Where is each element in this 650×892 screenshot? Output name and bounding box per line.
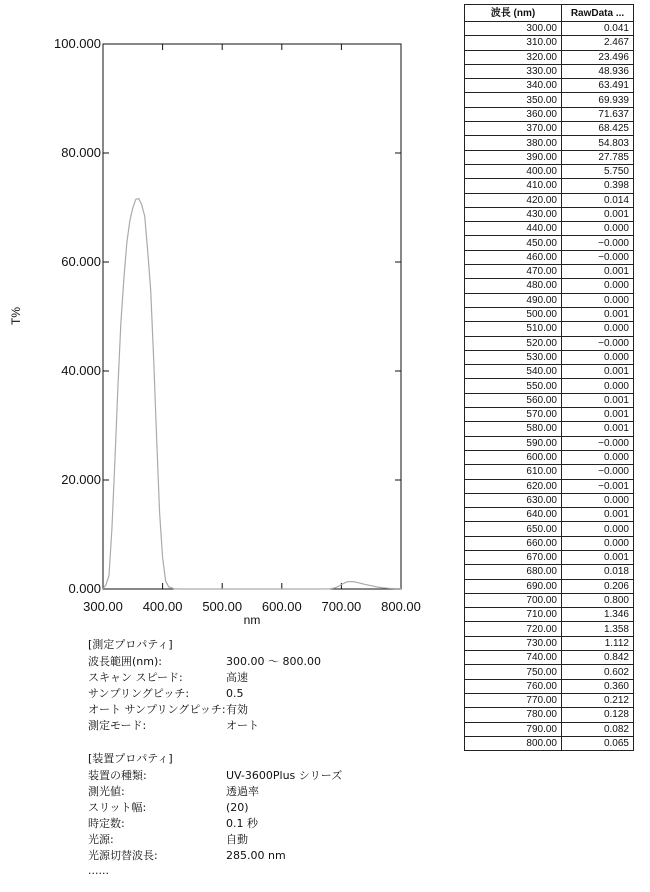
rawdata-cell: 48.936 — [562, 64, 634, 78]
wavelength-cell: 330.00 — [465, 64, 562, 78]
table-row — [465, 636, 634, 650]
wavelength-cell: 570.00 — [465, 408, 562, 422]
property-row — [88, 848, 342, 864]
property-value: オート — [226, 719, 259, 732]
rawdata-cell: 0.000 — [562, 493, 634, 507]
table-row — [465, 736, 634, 750]
wavelength-cell: 530.00 — [465, 350, 562, 364]
y-tick-label: 20.000 — [61, 472, 101, 487]
wavelength-cell: 630.00 — [465, 493, 562, 507]
table-row — [465, 164, 634, 178]
property-row — [88, 768, 342, 784]
table-row — [465, 179, 634, 193]
wavelength-cell: 480.00 — [465, 279, 562, 293]
measurement-properties-heading: [測定プロパティ] — [88, 638, 173, 651]
wavelength-cell: 300.00 — [465, 22, 562, 36]
rawdata-cell: 69.939 — [562, 93, 634, 107]
rawdata-cell: 63.491 — [562, 79, 634, 93]
rawdata-cell: 0.001 — [562, 408, 634, 422]
property-value: 0.1 秒 — [226, 817, 258, 830]
wavelength-cell: 370.00 — [465, 122, 562, 136]
table-row — [465, 150, 634, 164]
property-label: 装置の種類: — [88, 769, 147, 782]
property-row — [88, 832, 342, 848]
device-properties-heading: [装置プロパティ] — [88, 752, 173, 765]
rawdata-cell: 1.112 — [562, 636, 634, 650]
wavelength-cell: 450.00 — [465, 236, 562, 250]
table-row — [465, 22, 634, 36]
table-row — [465, 593, 634, 607]
wavelength-cell: 720.00 — [465, 622, 562, 636]
rawdata-cell: 0.082 — [562, 722, 634, 736]
column-header-wavelength[interactable]: 波長 (nm) — [465, 5, 562, 22]
table-row — [465, 608, 634, 622]
y-tick-label: 80.000 — [61, 145, 101, 160]
y-axis-title: T% — [9, 307, 23, 325]
property-value: 有効 — [226, 703, 248, 716]
property-value: 高速 — [226, 671, 248, 684]
rawdata-cell: 0.212 — [562, 693, 634, 707]
property-value: UV-3600Plus シリーズ — [226, 769, 343, 782]
wavelength-cell: 740.00 — [465, 651, 562, 665]
x-tick-label: 300.00 — [83, 599, 123, 614]
x-tick-label: 600.00 — [261, 599, 302, 614]
wavelength-cell: 610.00 — [465, 465, 562, 479]
wavelength-cell: 540.00 — [465, 365, 562, 379]
rawdata-cell: −0.000 — [562, 465, 634, 479]
properties-ellipsis: ...... — [88, 864, 109, 877]
wavelength-cell: 800.00 — [465, 736, 562, 750]
property-label: スリット幅: — [88, 801, 147, 814]
table-row — [465, 693, 634, 707]
plot-frame — [103, 44, 401, 589]
table-body — [465, 22, 634, 751]
table-row — [465, 350, 634, 364]
x-tick-label: 400.00 — [142, 599, 183, 614]
rawdata-cell: 68.425 — [562, 122, 634, 136]
raw-data-table — [464, 4, 634, 751]
property-row — [88, 654, 321, 670]
table-row — [465, 379, 634, 393]
table-row — [465, 422, 634, 436]
table-row — [465, 279, 634, 293]
wavelength-cell: 640.00 — [465, 508, 562, 522]
property-value: (20) — [226, 801, 249, 814]
table-row — [465, 336, 634, 350]
table-row — [465, 93, 634, 107]
wavelength-cell: 700.00 — [465, 593, 562, 607]
property-row — [88, 800, 342, 816]
rawdata-cell: 0.000 — [562, 379, 634, 393]
x-tick-label: 800.00 — [381, 599, 421, 614]
rawdata-cell: 0.000 — [562, 222, 634, 236]
table-row — [465, 307, 634, 321]
table-row — [465, 579, 634, 593]
property-row — [88, 670, 321, 686]
wavelength-cell: 440.00 — [465, 222, 562, 236]
table-header-row — [465, 5, 634, 22]
property-row — [88, 686, 321, 702]
table-row — [465, 50, 634, 64]
rawdata-cell: −0.000 — [562, 336, 634, 350]
property-label: 測定モード: — [88, 719, 147, 732]
table-row — [465, 479, 634, 493]
table-row — [465, 36, 634, 50]
wavelength-cell: 410.00 — [465, 179, 562, 193]
table-row — [465, 450, 634, 464]
table-row — [465, 207, 634, 221]
property-value: 0.5 — [226, 687, 244, 700]
rawdata-cell: 0.000 — [562, 350, 634, 364]
rawdata-cell: 54.803 — [562, 136, 634, 150]
rawdata-cell: 2.467 — [562, 36, 634, 50]
rawdata-cell: −0.000 — [562, 236, 634, 250]
x-axis-title: nm — [243, 613, 261, 627]
wavelength-cell: 750.00 — [465, 665, 562, 679]
rawdata-cell: 0.398 — [562, 179, 634, 193]
rawdata-cell: 0.000 — [562, 322, 634, 336]
rawdata-cell: 0.800 — [562, 593, 634, 607]
device-properties — [88, 751, 342, 864]
rawdata-cell: 0.018 — [562, 565, 634, 579]
wavelength-cell: 730.00 — [465, 636, 562, 650]
rawdata-cell: 0.000 — [562, 293, 634, 307]
series-line — [103, 199, 401, 589]
wavelength-cell: 620.00 — [465, 479, 562, 493]
y-tick-label: 60.000 — [61, 254, 101, 269]
table-row — [465, 122, 634, 136]
property-value: 300.00 ～ 800.00 — [226, 655, 321, 668]
table-row — [465, 565, 634, 579]
wavelength-cell: 350.00 — [465, 93, 562, 107]
property-label: スキャン スピード: — [88, 671, 183, 684]
property-label: 光源切替波長: — [88, 849, 158, 862]
table-row — [465, 365, 634, 379]
rawdata-cell: 71.637 — [562, 107, 634, 121]
property-label: オート サンプリングピッチ: — [88, 703, 226, 716]
rawdata-cell: 0.065 — [562, 736, 634, 750]
table-row — [465, 408, 634, 422]
wavelength-cell: 360.00 — [465, 107, 562, 121]
rawdata-cell: 0.000 — [562, 536, 634, 550]
table-row — [465, 107, 634, 121]
x-tick-label: 700.00 — [321, 599, 362, 614]
table-row — [465, 265, 634, 279]
rawdata-cell: −0.001 — [562, 479, 634, 493]
wavelength-cell: 670.00 — [465, 550, 562, 564]
table-row — [465, 222, 634, 236]
property-label: サンプリングピッチ: — [88, 687, 190, 700]
wavelength-cell: 510.00 — [465, 322, 562, 336]
property-label: 測光値: — [88, 785, 125, 798]
table-row — [465, 465, 634, 479]
wavelength-cell: 520.00 — [465, 336, 562, 350]
property-value: 透過率 — [226, 785, 259, 798]
table-row — [465, 79, 634, 93]
property-value: 285.00 nm — [226, 849, 286, 862]
wavelength-cell: 790.00 — [465, 722, 562, 736]
table-row — [465, 651, 634, 665]
property-row — [88, 816, 342, 832]
table-row — [465, 136, 634, 150]
rawdata-cell: 0.001 — [562, 422, 634, 436]
rawdata-cell: 0.128 — [562, 708, 634, 722]
table-row — [465, 64, 634, 78]
rawdata-cell: 0.001 — [562, 508, 634, 522]
wavelength-cell: 710.00 — [465, 608, 562, 622]
wavelength-cell: 660.00 — [465, 536, 562, 550]
table-row — [465, 622, 634, 636]
property-label: 波長範囲(nm): — [88, 655, 162, 668]
wavelength-cell: 770.00 — [465, 693, 562, 707]
wavelength-cell: 460.00 — [465, 250, 562, 264]
rawdata-cell: 0.001 — [562, 307, 634, 321]
column-header-rawdata[interactable]: RawData ... — [562, 5, 634, 22]
table-row — [465, 193, 634, 207]
wavelength-cell: 470.00 — [465, 265, 562, 279]
y-tick-label: 40.000 — [61, 363, 101, 378]
property-row — [88, 784, 342, 800]
wavelength-cell: 500.00 — [465, 307, 562, 321]
rawdata-cell: 0.001 — [562, 393, 634, 407]
rawdata-cell: 5.750 — [562, 164, 634, 178]
table-row — [465, 536, 634, 550]
table-row — [465, 393, 634, 407]
wavelength-cell: 550.00 — [465, 379, 562, 393]
rawdata-cell: 0.360 — [562, 679, 634, 693]
rawdata-cell: 0.842 — [562, 651, 634, 665]
table-row — [465, 293, 634, 307]
table-row — [465, 665, 634, 679]
rawdata-cell: 0.041 — [562, 22, 634, 36]
rawdata-cell: 1.346 — [562, 608, 634, 622]
table-row — [465, 522, 634, 536]
wavelength-cell: 310.00 — [465, 36, 562, 50]
table-row — [465, 550, 634, 564]
rawdata-cell: 0.000 — [562, 450, 634, 464]
table-row — [465, 236, 634, 250]
table-row — [465, 679, 634, 693]
wavelength-cell: 320.00 — [465, 50, 562, 64]
property-value: 自動 — [226, 833, 248, 846]
table-row — [465, 708, 634, 722]
rawdata-cell: −0.000 — [562, 436, 634, 450]
wavelength-cell: 490.00 — [465, 293, 562, 307]
table-row — [465, 722, 634, 736]
y-tick-label: 100.000 — [54, 36, 101, 51]
table-row — [465, 322, 634, 336]
rawdata-cell: 1.358 — [562, 622, 634, 636]
table-row — [465, 493, 634, 507]
wavelength-cell: 600.00 — [465, 450, 562, 464]
wavelength-cell: 380.00 — [465, 136, 562, 150]
rawdata-cell: −0.000 — [562, 250, 634, 264]
wavelength-cell: 400.00 — [465, 164, 562, 178]
y-tick-label: 0.000 — [68, 581, 101, 596]
rawdata-cell: 0.001 — [562, 365, 634, 379]
rawdata-cell: 0.602 — [562, 665, 634, 679]
wavelength-cell: 340.00 — [465, 79, 562, 93]
table-row — [465, 436, 634, 450]
measurement-properties — [88, 637, 321, 734]
wavelength-cell: 430.00 — [465, 207, 562, 221]
rawdata-cell: 27.785 — [562, 150, 634, 164]
wavelength-cell: 590.00 — [465, 436, 562, 450]
wavelength-cell: 760.00 — [465, 679, 562, 693]
wavelength-cell: 650.00 — [465, 522, 562, 536]
rawdata-cell: 0.001 — [562, 265, 634, 279]
wavelength-cell: 780.00 — [465, 708, 562, 722]
wavelength-cell: 690.00 — [465, 579, 562, 593]
wavelength-cell: 680.00 — [465, 565, 562, 579]
wavelength-cell: 420.00 — [465, 193, 562, 207]
table-row — [465, 250, 634, 264]
rawdata-cell: 23.496 — [562, 50, 634, 64]
property-label: 時定数: — [88, 817, 125, 830]
property-label: 光源: — [88, 833, 114, 846]
rawdata-cell: 0.000 — [562, 279, 634, 293]
wavelength-cell: 580.00 — [465, 422, 562, 436]
rawdata-cell: 0.001 — [562, 207, 634, 221]
rawdata-cell: 0.001 — [562, 550, 634, 564]
table-row — [465, 508, 634, 522]
property-row — [88, 702, 321, 718]
property-row — [88, 718, 321, 734]
rawdata-cell: 0.014 — [562, 193, 634, 207]
wavelength-cell: 560.00 — [465, 393, 562, 407]
x-tick-label: 500.00 — [202, 599, 243, 614]
rawdata-cell: 0.000 — [562, 522, 634, 536]
rawdata-cell: 0.206 — [562, 579, 634, 593]
wavelength-cell: 390.00 — [465, 150, 562, 164]
